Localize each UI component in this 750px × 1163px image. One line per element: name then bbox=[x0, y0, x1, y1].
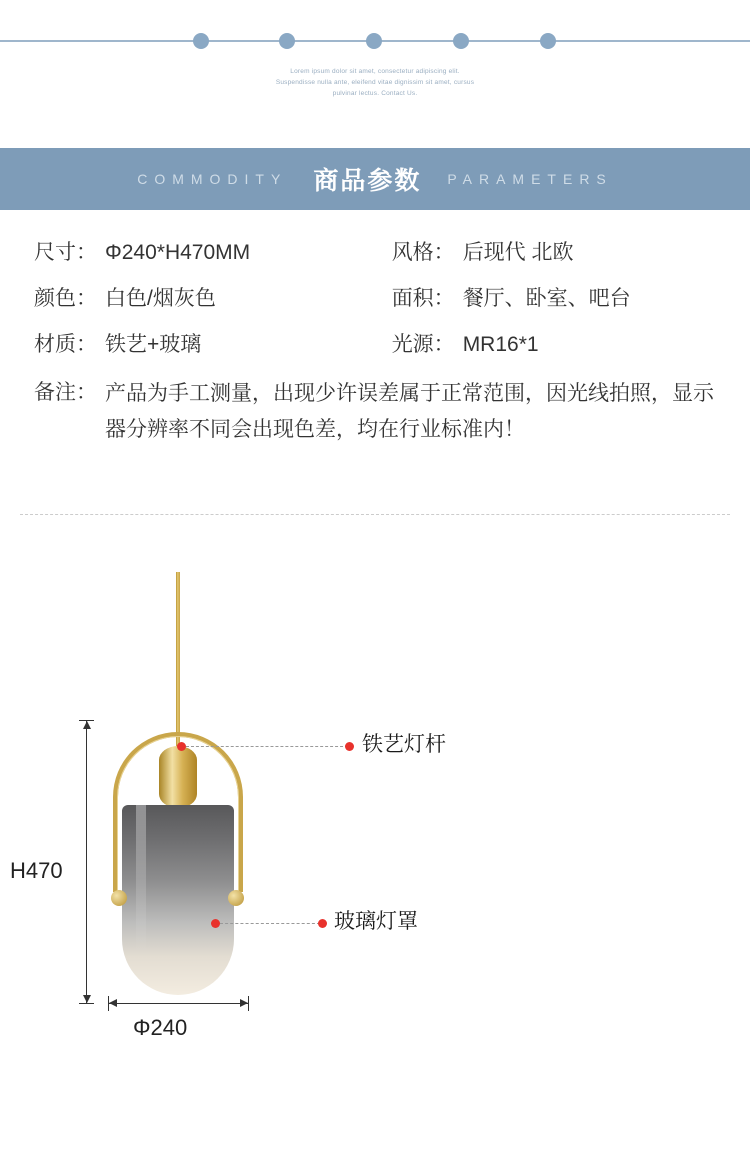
spec-cell-light-source bbox=[392, 328, 716, 358]
callout-end-dot-rod bbox=[345, 742, 354, 751]
width-arrow-right bbox=[240, 999, 248, 1007]
glass-shade-highlight bbox=[136, 805, 146, 955]
banner-caption-line-1: Lorem ipsum dolor sit amet, consectetur adipiscing elit. bbox=[290, 68, 460, 75]
width-dimension-label: Φ240 bbox=[133, 1015, 188, 1040]
spec-value-material: 铁艺+玻璃 bbox=[105, 333, 202, 356]
banner-dot-1 bbox=[193, 33, 209, 49]
width-dimension-cap-right bbox=[248, 996, 249, 1011]
callout-label-shade: 玻璃灯罩 bbox=[334, 910, 418, 933]
callout-anchor-dot-rod bbox=[177, 742, 186, 751]
banner-dot-3 bbox=[366, 33, 382, 49]
spec-note-text: 产品为手工测量，出现少许误差属于正常范围，因光线拍照，显示器分辨率不同会出现色差，均在行业标准内！ bbox=[105, 382, 714, 441]
section-title-chinese: 商品参数 bbox=[313, 167, 422, 195]
height-arrow-up bbox=[83, 721, 91, 729]
section-title-bar bbox=[0, 148, 750, 210]
spec-label-size: 尺寸： bbox=[34, 241, 97, 264]
section-title-english-left: COMMODITY bbox=[137, 171, 288, 187]
height-dimension-line bbox=[86, 720, 87, 1003]
spec-cell-area bbox=[392, 282, 716, 312]
shade-knob-right bbox=[228, 890, 244, 906]
spec-value-size: Φ240*H470MM bbox=[105, 241, 251, 264]
width-arrow-left bbox=[109, 999, 117, 1007]
spec-value-color: 白色/烟灰色 bbox=[105, 287, 216, 310]
section-divider bbox=[20, 514, 730, 515]
banner-caption bbox=[0, 66, 750, 99]
spec-label-material: 材质： bbox=[34, 333, 97, 356]
spec-label-light-source: 光源： bbox=[391, 333, 455, 356]
pendant-rod bbox=[176, 572, 180, 752]
spec-cell-size bbox=[34, 236, 392, 266]
width-dimension-line bbox=[108, 1003, 248, 1004]
banner-dot-2 bbox=[279, 33, 295, 49]
spec-row bbox=[34, 236, 716, 266]
product-dimension-diagram bbox=[0, 520, 750, 1140]
callout-leader-line-shade bbox=[220, 923, 320, 924]
banner-caption-line-2: Suspendisse nulla ante, eleifend vitae dignissim sit amet, cursus bbox=[275, 79, 475, 86]
commodity-parameters-table bbox=[0, 236, 750, 448]
spec-rows bbox=[0, 236, 750, 358]
spec-note-label: 备注： bbox=[34, 381, 97, 404]
top-decorative-banner bbox=[0, 0, 750, 120]
shade-knob-left bbox=[111, 890, 127, 906]
height-arrow-down bbox=[83, 995, 91, 1003]
spec-label-area: 面积： bbox=[391, 287, 455, 310]
callout-label-rod: 铁艺灯杆 bbox=[362, 733, 446, 756]
height-dimension-label: H470 bbox=[10, 858, 63, 883]
glass-shade bbox=[122, 805, 234, 995]
spec-row bbox=[34, 282, 716, 312]
banner-dot-5 bbox=[540, 33, 556, 49]
spec-value-style: 后现代 北欧 bbox=[462, 241, 574, 264]
spec-value-area: 餐厅、卧室、吧台 bbox=[462, 287, 631, 310]
spec-note-row bbox=[0, 376, 750, 448]
banner-caption-line-3: pulvinar lectus. Contact Us. bbox=[332, 90, 418, 97]
banner-dot-4 bbox=[453, 33, 469, 49]
section-title-english-right: PARAMETERS bbox=[447, 171, 613, 187]
spec-cell-style bbox=[392, 236, 716, 266]
lamp-socket bbox=[159, 746, 197, 808]
callout-end-dot-shade bbox=[318, 919, 327, 928]
spec-value-light-source: MR16*1 bbox=[462, 333, 539, 356]
callout-anchor-dot-shade bbox=[211, 919, 220, 928]
spec-cell-color bbox=[34, 282, 392, 312]
spec-label-style: 风格： bbox=[391, 241, 455, 264]
height-dimension-cap-bottom bbox=[79, 1003, 94, 1004]
spec-row bbox=[34, 328, 716, 358]
spec-label-color: 颜色： bbox=[34, 287, 97, 310]
spec-cell-material bbox=[34, 328, 392, 358]
callout-leader-line-rod bbox=[186, 746, 348, 747]
